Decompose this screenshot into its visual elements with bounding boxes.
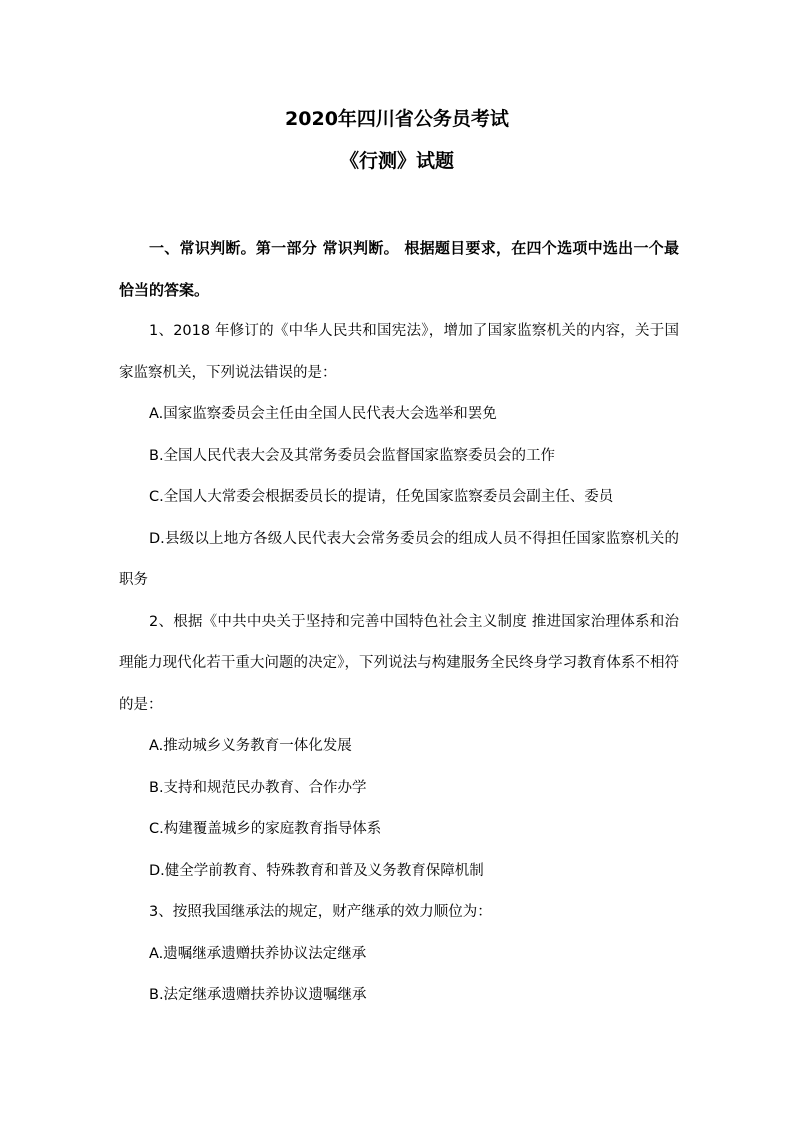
question-2-option-d: D.健全学前教育、特殊教育和普及义务教育保障机制	[149, 862, 484, 879]
question-2-stem: 2、根据《中共中央关于坚持和完善中国特色社会主义制度 推进国家治理体系和治理能力现代化若干重大问题的决定》，下列说法与构建服务全民终身学习教育体系不相符的是：	[119, 613, 679, 713]
question-2-option-b: B.支持和规范民办教育、合作办学	[149, 779, 367, 796]
question-3-stem: 3、按照我国继承法的规定，财产继承的效力顺位为：	[149, 904, 492, 920]
question-1-option-c: C.全国人大常委会根据委员长的提请，任免国家监察委员会副主任、委员	[149, 489, 614, 505]
document-subtitle: 《行测》试题	[339, 150, 454, 172]
question-1-stem: 1、2018 年修订的《中华人民共和国宪法》，增加了国家监察机关的内容，关于国家监察机关，下列说法错误的是：	[119, 323, 679, 381]
document-title: 2020年四川省公务员考试	[285, 108, 509, 130]
section-heading: 一、常识判断。第一部分 常识判断。 根据题目要求，在四个选项中选出一个最恰当的答案。	[119, 239, 679, 299]
question-1-option-a: A.国家监察委员会主任由全国人民代表大会选举和罢免	[149, 406, 497, 422]
document-body	[119, 228, 679, 1017]
question-3-option-a: A.遗嘱继承遗赠扶养协议法定继承	[149, 945, 367, 962]
question-2-option-c: C.构建覆盖城乡的家庭教育指导体系	[149, 821, 382, 837]
question-1-option-b: B.全国人民代表大会及其常务委员会监督国家监察委员会的工作	[149, 447, 556, 464]
question-3-option-b: B.法定继承遗赠扶养协议遗嘱继承	[149, 987, 367, 1003]
question-2-option-a: A.推动城乡义务教育一体化发展	[149, 738, 352, 754]
question-1-option-d: D.县级以上地方各级人民代表大会常务委员会的组成人员不得担任国家监察机关的职务	[119, 530, 679, 588]
